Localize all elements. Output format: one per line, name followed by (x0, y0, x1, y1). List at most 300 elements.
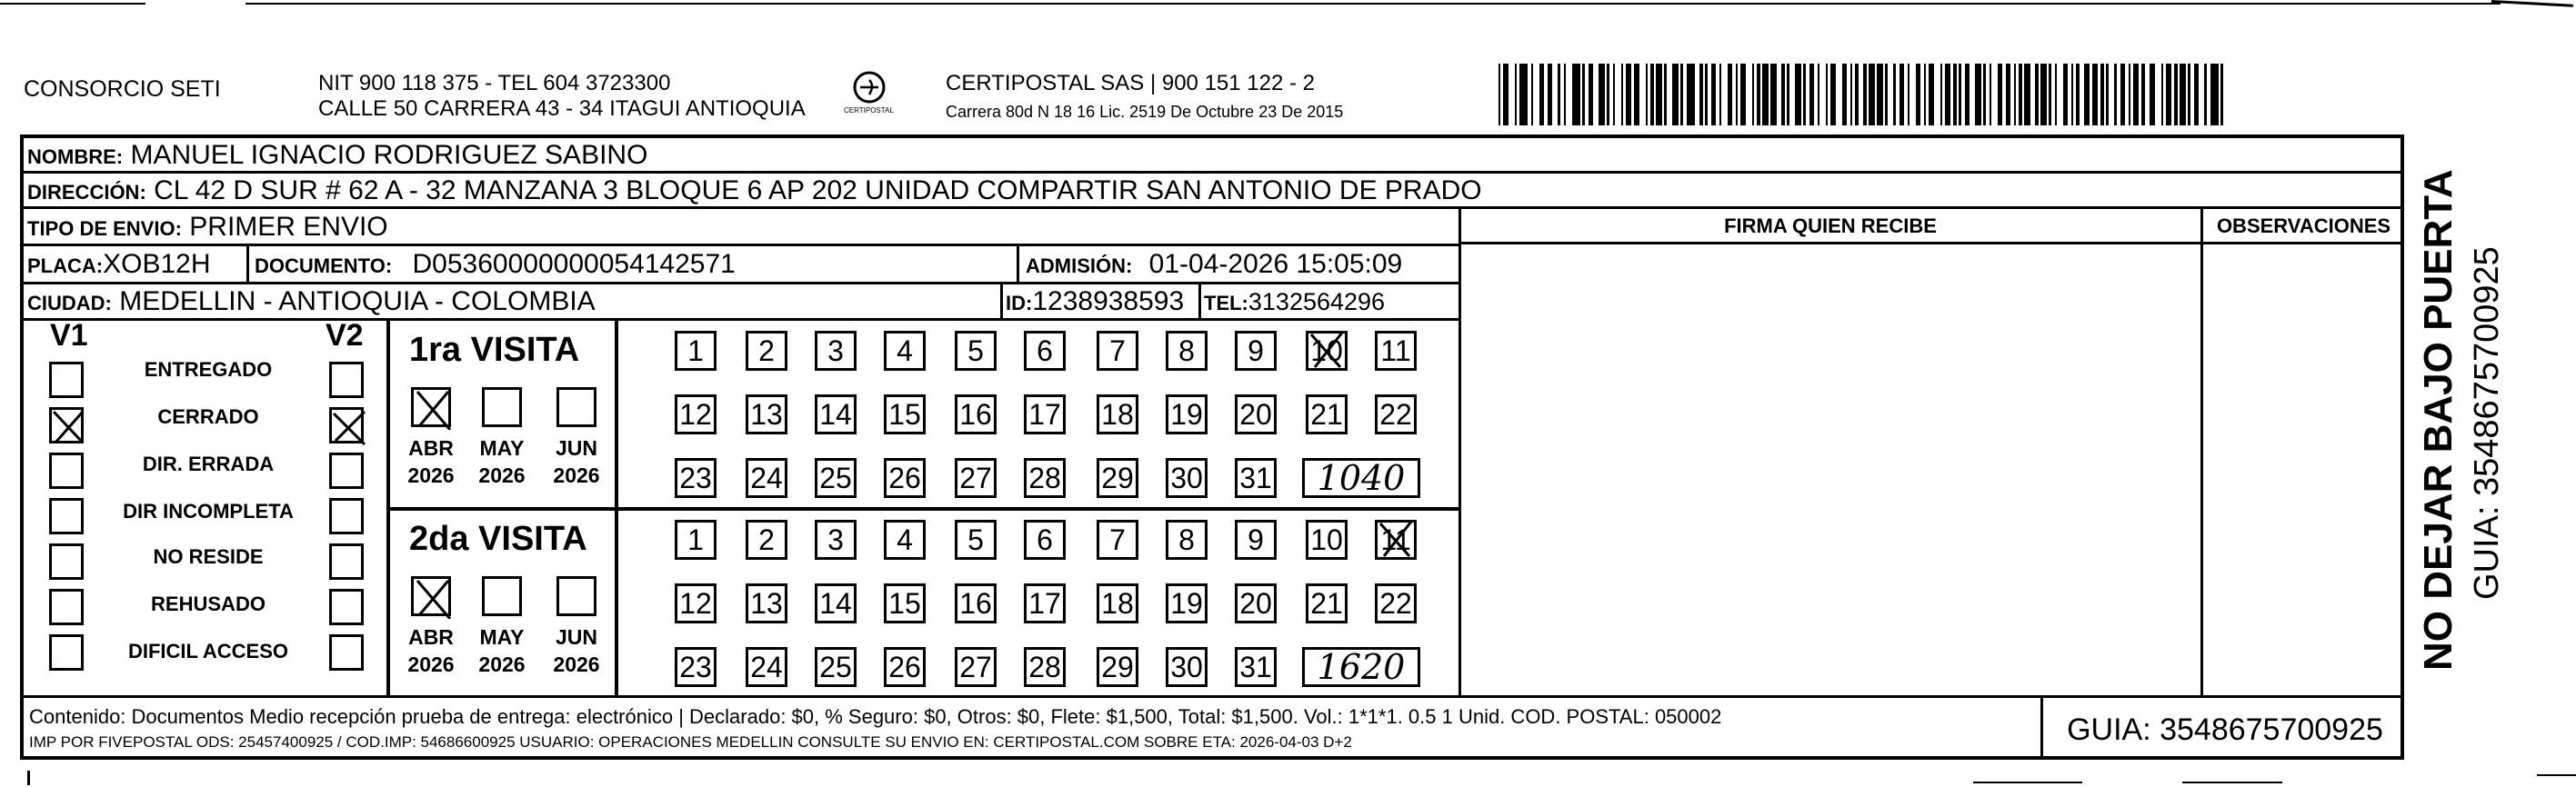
barcode-bar (1680, 64, 1683, 125)
barcode-bar (2076, 64, 2080, 125)
tel-value: 3132564296 (1248, 288, 1386, 315)
barcode-bar (2040, 64, 2043, 125)
day-number: 16 (959, 398, 992, 431)
day-box[interactable] (1024, 647, 1066, 687)
bottom-mark (2182, 782, 2282, 783)
day-number: 31 (1239, 462, 1272, 494)
barcode-bar (1773, 64, 1777, 125)
footer-imp: IMP POR FIVEPOSTAL ODS: 25457400925 / COD.IMP: 54686600925 USUARIO: OPERACIONES MEDELLIN CONSULTE SU ENVIO EN: CERTIPOSTAL.COM SOBRE ETA: 2026-04-03 D+2 (29, 733, 1352, 751)
barcode-bar (1699, 64, 1703, 125)
day-box[interactable] (1235, 394, 1277, 434)
cross-mark-icon (52, 410, 86, 446)
day-box[interactable] (1235, 331, 1277, 371)
day-number: 25 (819, 651, 852, 683)
column-line (2200, 206, 2203, 697)
day-number: 13 (750, 398, 783, 431)
barcode-bar (1626, 64, 1629, 125)
barcode-bar (2129, 64, 2130, 125)
v2-checkbox[interactable] (329, 498, 364, 534)
v2-checkbox[interactable] (329, 407, 364, 443)
barcode-bar (1899, 64, 1901, 125)
barcode-bar (2092, 64, 2096, 125)
barcode-bar (1672, 64, 1675, 125)
barcode-bar (2006, 64, 2008, 125)
day-number: 18 (1101, 398, 1134, 431)
barcode-bar (1664, 64, 1667, 125)
day-number: 30 (1170, 651, 1203, 683)
barcode-bar (1659, 64, 1662, 125)
month-year: 2026 (478, 653, 526, 676)
direccion-row (27, 177, 1482, 204)
barcode-bar (2008, 64, 2010, 125)
day-number: 4 (897, 523, 913, 556)
day-number: 22 (1379, 587, 1412, 620)
barcode-bar (1711, 64, 1713, 125)
barcode-bar (2063, 64, 2065, 125)
day-number: 26 (888, 651, 921, 683)
certipostal-logo (835, 69, 904, 122)
documento-row (255, 251, 736, 278)
status-label: DIR INCOMPLETA (123, 500, 294, 523)
day-box[interactable] (1024, 458, 1066, 498)
day-number: 29 (1101, 462, 1134, 494)
month-checkbox[interactable] (482, 387, 522, 427)
v1-checkbox[interactable] (49, 589, 84, 625)
barcode-bar (1855, 64, 1859, 125)
day-box[interactable] (955, 458, 997, 498)
barcode-bar (1691, 64, 1695, 125)
day-number: 5 (967, 523, 984, 556)
barcode-bar (1765, 64, 1769, 125)
observaciones-header: OBSERVACIONES (2216, 214, 2391, 237)
row-line (1460, 242, 2404, 244)
day-box[interactable] (1375, 520, 1417, 560)
day-number: 15 (888, 587, 921, 620)
day-box[interactable] (955, 647, 997, 687)
day-box[interactable] (675, 458, 717, 498)
barcode (1498, 64, 2228, 125)
day-box[interactable] (1166, 520, 1208, 560)
day-number: 1 (687, 523, 704, 556)
day-box[interactable] (1097, 458, 1138, 498)
day-box[interactable] (1235, 647, 1277, 687)
day-box[interactable] (1097, 331, 1138, 371)
day-box[interactable] (955, 583, 997, 623)
barcode-bar (1736, 64, 1738, 125)
company-name: CONSORCIO SETI (24, 76, 221, 102)
id-label: ID: (1006, 292, 1033, 314)
barcode-bar (1574, 64, 1577, 125)
day-number: 22 (1379, 398, 1412, 431)
barcode-bar (1498, 64, 1500, 125)
barcode-bar (2170, 64, 2171, 125)
day-number: 8 (1178, 523, 1195, 556)
barcode-bar (2106, 64, 2109, 125)
certipostal-title: CERTIPOSTAL SAS | 900 151 122 - 2 (946, 71, 1315, 95)
month-label: JUN (555, 436, 597, 460)
barcode-bar (1525, 64, 1528, 125)
month-year: 2026 (553, 463, 600, 487)
row-line (386, 507, 1460, 511)
barcode-icon (1498, 64, 2228, 125)
barcode-bar (1893, 64, 1896, 125)
month-checkbox[interactable] (482, 576, 522, 616)
v2-checkbox[interactable] (329, 634, 364, 671)
day-box[interactable] (815, 647, 857, 687)
barcode-bar (1752, 64, 1754, 125)
barcode-bar (1830, 64, 1834, 125)
day-box[interactable] (746, 583, 787, 623)
barcode-bar (1621, 64, 1623, 125)
day-number: 10 (1310, 523, 1343, 556)
day-number: 20 (1239, 587, 1272, 620)
day-box[interactable] (746, 458, 787, 498)
day-box[interactable] (955, 394, 997, 434)
day-number: 14 (819, 587, 852, 620)
day-box[interactable] (1306, 520, 1348, 560)
direccion-label: DIRECCIÓN: (27, 181, 146, 204)
day-number: 18 (1101, 587, 1134, 620)
barcode-bar (1945, 64, 1949, 125)
row-line (20, 318, 1460, 321)
month-checkbox[interactable] (556, 576, 596, 616)
day-box[interactable] (1024, 394, 1066, 434)
month-checkbox[interactable] (411, 576, 451, 616)
day-number: 7 (1109, 334, 1126, 367)
day-box[interactable] (746, 520, 787, 560)
admision-row (1026, 251, 1402, 278)
day-box[interactable] (1166, 647, 1208, 687)
footer-guia: GUIA: 3548675700925 (2067, 712, 2383, 747)
day-box[interactable] (1024, 520, 1066, 560)
day-number: 10 (1310, 334, 1343, 367)
day-box[interactable] (815, 458, 857, 498)
day-box[interactable] (1024, 583, 1066, 623)
barcode-bar (2194, 64, 2196, 125)
day-box[interactable] (675, 394, 717, 434)
day-number: 11 (1380, 523, 1411, 556)
barcode-bar (1998, 64, 2000, 125)
v2-checkbox[interactable] (329, 453, 364, 489)
column-line (615, 318, 618, 697)
day-number: 25 (819, 462, 852, 494)
cross-mark-icon (332, 410, 366, 446)
company-address: CALLE 50 CARRERA 43 - 34 ITAGUI ANTIOQUIA (318, 96, 806, 121)
month-label: JUN (555, 625, 597, 649)
day-number: 12 (679, 398, 712, 431)
barcode-bar (1781, 64, 1785, 125)
barcode-bar (1601, 64, 1605, 125)
day-number: 7 (1109, 523, 1126, 556)
day-box[interactable] (884, 583, 926, 623)
day-box[interactable] (1235, 520, 1277, 560)
barcode-bar (1834, 64, 1836, 125)
month-checkbox[interactable] (556, 387, 596, 427)
barcode-bar (1850, 64, 1852, 125)
placa-label: PLACA: (27, 254, 104, 277)
barcode-bar (2019, 64, 2022, 125)
barcode-bar (1713, 64, 1716, 125)
row-line (20, 695, 2404, 698)
month-checkbox[interactable] (411, 387, 451, 427)
cross-mark-icon (414, 579, 454, 619)
v2-checkbox[interactable] (329, 589, 364, 625)
barcode-bar (1541, 64, 1544, 125)
barcode-bar (1842, 64, 1844, 125)
barcode-bar (1582, 64, 1585, 125)
bottom-mark (2537, 774, 2576, 776)
day-number: 13 (750, 587, 783, 620)
day-box[interactable] (884, 520, 926, 560)
day-number: 29 (1101, 651, 1134, 683)
barcode-bar (2137, 64, 2139, 125)
day-box[interactable] (815, 520, 857, 560)
day-box[interactable] (1375, 583, 1417, 623)
day-box[interactable] (1375, 331, 1417, 371)
id-value: 1238938593 (1032, 286, 1185, 316)
admision-value: 01-04-2026 15:05:09 (1148, 249, 1403, 279)
barcode-bar (1940, 64, 1942, 125)
certipostal-license: Carrera 80d N 18 16 Lic. 2519 De Octubre 23 De 2015 (946, 103, 1344, 121)
day-number: 2 (758, 523, 775, 556)
barcode-bar (1959, 64, 1961, 125)
direccion-value: CL 42 D SUR # 62 A - 32 MANZANA 3 BLOQUE 6 AP 202 UNIDAD COMPARTIR SAN ANTONIO DE PRADO (154, 175, 1482, 205)
barcode-bar (2220, 64, 2223, 125)
v2-checkbox[interactable] (329, 362, 364, 398)
day-box[interactable] (955, 331, 997, 371)
day-number: 12 (679, 587, 712, 620)
day-number: 1 (687, 334, 704, 367)
month-year: 2026 (478, 463, 526, 487)
barcode-bar (1638, 64, 1639, 125)
day-number: 16 (959, 587, 992, 620)
barcode-bar (1744, 64, 1746, 125)
barcode-bar (1728, 64, 1729, 125)
month-label: ABR (408, 436, 454, 460)
day-box[interactable] (884, 458, 926, 498)
nombre-value: MANUEL IGNACIO RODRIGUEZ SABINO (130, 140, 648, 170)
day-box[interactable] (1097, 394, 1138, 434)
day-number: 21 (1310, 587, 1343, 620)
barcode-bar (2049, 64, 2051, 125)
barcode-bar (1519, 64, 1523, 125)
day-box[interactable] (1166, 458, 1208, 498)
barcode-bar (1656, 64, 1659, 125)
day-box[interactable] (815, 331, 857, 371)
barcode-bar (2014, 64, 2016, 125)
barcode-bar (1949, 64, 1950, 125)
placa-row (27, 251, 211, 278)
barcode-bar (1548, 64, 1549, 125)
barcode-bar (1811, 64, 1814, 125)
status-label: CERRADO (157, 405, 259, 428)
month-label: MAY (479, 436, 525, 460)
barcode-bar (2212, 64, 2215, 125)
top-edge-line (0, 3, 145, 5)
day-box[interactable] (746, 394, 787, 434)
barcode-bar (1877, 64, 1879, 125)
v1-checkbox[interactable] (49, 407, 84, 443)
day-number: 8 (1178, 334, 1195, 367)
day-number: 24 (750, 651, 783, 683)
day-box[interactable] (1024, 331, 1066, 371)
barcode-bar (1975, 64, 1978, 125)
day-box[interactable] (1375, 394, 1417, 434)
cross-mark-icon (1375, 520, 1417, 560)
day-box[interactable] (815, 394, 857, 434)
barcode-bar (1908, 64, 1909, 125)
v1-checkbox[interactable] (49, 634, 84, 671)
barcode-bar (1924, 64, 1926, 125)
barcode-bar (1523, 64, 1525, 125)
day-box[interactable] (675, 583, 717, 623)
barcode-bar (2210, 64, 2212, 125)
v1-header: V1 (50, 318, 88, 353)
day-box[interactable] (884, 331, 926, 371)
day-box[interactable] (1235, 583, 1277, 623)
barcode-bar (1629, 64, 1631, 125)
barcode-bar (1613, 64, 1615, 125)
barcode-bar (2161, 64, 2163, 125)
bottom-mark (1973, 782, 2082, 783)
day-number: 24 (750, 462, 783, 494)
status-label: NO RESIDE (153, 545, 264, 568)
day-number: 5 (967, 334, 984, 367)
day-number: 9 (1248, 523, 1264, 556)
barcode-bar (2088, 64, 2090, 125)
day-box[interactable] (746, 331, 787, 371)
nombre-label (27, 142, 647, 169)
day-box[interactable] (884, 394, 926, 434)
day-box[interactable] (1097, 520, 1138, 560)
barcode-bar (1990, 64, 1991, 125)
day-box[interactable] (675, 331, 717, 371)
barcode-bar (1607, 64, 1609, 125)
barcode-bar (1539, 64, 1541, 125)
barcode-bar (2084, 64, 2088, 125)
column-line (1017, 244, 1019, 282)
bottom-mark (27, 771, 30, 785)
day-number: 31 (1239, 651, 1272, 683)
day-number: 26 (888, 462, 921, 494)
barcode-bar (1844, 64, 1847, 125)
barcode-bar (2024, 64, 2027, 125)
barcode-bar (1967, 64, 1970, 125)
day-number: 30 (1170, 462, 1203, 494)
day-box[interactable] (1306, 331, 1348, 371)
day-box[interactable] (815, 583, 857, 623)
column-line (246, 244, 249, 282)
ciudad-value: MEDELLIN - ANTIOQUIA - COLOMBIA (119, 286, 596, 316)
day-box[interactable] (675, 647, 717, 687)
day-number: 19 (1170, 587, 1203, 620)
day-number: 11 (1380, 334, 1411, 367)
barcode-bar (2043, 64, 2047, 125)
v1-checkbox[interactable] (49, 498, 84, 534)
barcode-bar (1634, 64, 1638, 125)
barcode-bar (1871, 64, 1875, 125)
barcode-bar (1572, 64, 1574, 125)
v1-checkbox[interactable] (49, 362, 84, 398)
barcode-bar (2065, 64, 2068, 125)
day-number: 15 (888, 398, 921, 431)
month-year: 2026 (553, 653, 600, 676)
barcode-bar (1515, 64, 1517, 125)
day-box[interactable] (675, 520, 717, 560)
cross-mark-icon (1306, 331, 1348, 371)
barcode-bar (1507, 64, 1509, 125)
v1-checkbox[interactable] (49, 543, 84, 580)
barcode-bar (1901, 64, 1904, 125)
barcode-bar (1879, 64, 1883, 125)
month-year: 2026 (407, 463, 455, 487)
row-line (20, 171, 2404, 174)
column-line (1458, 206, 1461, 697)
barcode-bar (2114, 64, 2117, 125)
cross-mark-icon (414, 390, 454, 430)
barcode-bar (2150, 64, 2153, 125)
day-box[interactable] (746, 647, 787, 687)
barcode-bar (1869, 64, 1871, 125)
barcode-bar (2196, 64, 2199, 125)
barcode-bar (1646, 64, 1648, 125)
barcode-bar (2120, 64, 2122, 125)
ciudad-label: CIUDAD: (27, 292, 112, 314)
column-line (1000, 282, 1003, 320)
day-box[interactable] (884, 647, 926, 687)
company-nit: NIT 900 118 375 - TEL 604 3723300 (318, 71, 671, 95)
corner-mark (2491, 0, 2573, 18)
day-box[interactable] (1235, 458, 1277, 498)
logo-text: CERTIPOSTAL (844, 106, 894, 115)
barcode-bar (1564, 64, 1566, 125)
day-number: 4 (897, 334, 913, 367)
barcode-bar (1705, 64, 1708, 125)
barcode-bar (1965, 64, 1967, 125)
barcode-bar (1687, 64, 1689, 125)
v1-checkbox[interactable] (49, 453, 84, 489)
row-line (20, 244, 1460, 246)
v2-checkbox[interactable] (329, 543, 364, 580)
barcode-bar (1531, 64, 1533, 125)
day-number: 23 (679, 462, 712, 494)
day-box[interactable] (1097, 647, 1138, 687)
day-number: 14 (819, 398, 852, 431)
status-label: DIFICIL ACCESO (127, 640, 288, 662)
barcode-bar (1740, 64, 1744, 125)
barcode-bar (1729, 64, 1732, 125)
nombre-label-text: NOMBRE: (27, 145, 124, 168)
day-box[interactable] (1306, 583, 1348, 623)
day-box[interactable] (1166, 583, 1208, 623)
day-box[interactable] (1097, 583, 1138, 623)
barcode-bar (2153, 64, 2155, 125)
day-number: 19 (1170, 398, 1203, 431)
barcode-bar (2122, 64, 2125, 125)
row-line (20, 206, 2404, 209)
barcode-bar (1757, 64, 1760, 125)
day-box[interactable] (1166, 394, 1208, 434)
handwritten-time: 1040 (1302, 458, 1420, 498)
day-box[interactable] (955, 520, 997, 560)
barcode-bar (1675, 64, 1679, 125)
barcode-bar (1650, 64, 1654, 125)
day-box[interactable] (1306, 394, 1348, 434)
day-number: 17 (1028, 587, 1061, 620)
day-number: 20 (1239, 398, 1272, 431)
day-box[interactable] (1166, 331, 1208, 371)
barcode-bar (1863, 64, 1867, 125)
